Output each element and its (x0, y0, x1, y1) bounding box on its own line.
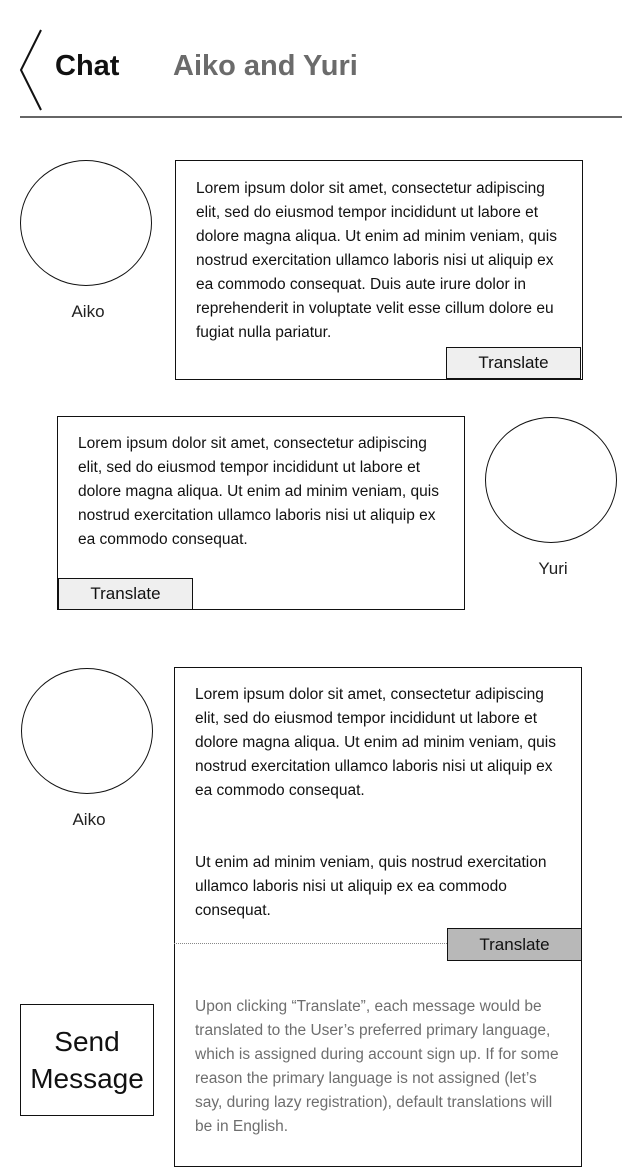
message-bubble (175, 160, 583, 380)
translate-button[interactable]: Translate (446, 347, 581, 379)
page-title: Chat (55, 50, 120, 82)
message-text: Lorem ipsum dolor sit amet, consectetur adipiscing elit, sed do eiusmod tempor incididunt ut labore et dolore magna aliqua. Ut enim ad minim veniam, quis nostrud exercitation ullamco laboris nisi ut aliquip ex ea commodo consequat. (78, 435, 439, 548)
translate-button[interactable]: Translate (447, 928, 582, 961)
message-bubble (57, 416, 465, 610)
avatar-aiko[interactable] (20, 160, 152, 286)
translation-divider (174, 943, 447, 944)
translate-button[interactable]: Translate (58, 578, 193, 610)
message-bubble (174, 667, 582, 1167)
sender-name-aiko: Aiko (71, 302, 105, 321)
conversation-title: Aiko and Yuri (173, 50, 358, 82)
sender-name-aiko: Aiko (72, 810, 106, 829)
send-label-line2: Message (30, 1063, 144, 1094)
message-text: Lorem ipsum dolor sit amet, consectetur adipiscing elit, sed do eiusmod tempor incididunt ut labore et dolore magna aliqua. Ut enim ad minim veniam, quis nostrud exercitation ullamco laboris nisi ut aliquip ex ea commodo consequat. Duis aute irure dolor in reprehenderit in voluptate velit esse cillum dolore eu fugiat nulla pariatur. (196, 180, 557, 341)
send-label-line1: Send (54, 1026, 120, 1057)
sender-name-yuri: Yuri (538, 559, 568, 578)
message-text-continued: Ut enim ad minim veniam, quis nostrud exercitation ullamco laboris nisi ut aliquip ex ea commodo consequat. (195, 854, 547, 919)
send-message-button[interactable] (20, 1004, 154, 1116)
back-chevron-icon[interactable] (18, 28, 44, 112)
message-text: Lorem ipsum dolor sit amet, consectetur adipiscing elit, sed do eiusmod tempor incididunt ut labore et dolore magna aliqua. Ut enim ad minim veniam, quis nostrud exercitation ullamco laboris nisi ut aliquip ex ea commodo consequat. (195, 686, 556, 799)
translation-note: Upon clicking “Translate”, each message would be translated to the User’s preferred primary language, which is assigned during account sign up. If for some reason the primary language is not assigned (let’s say, during lazy registration), default translations will be in English. (195, 998, 559, 1135)
header-divider (20, 116, 622, 118)
avatar-aiko[interactable] (21, 668, 153, 794)
avatar-yuri[interactable] (485, 417, 617, 543)
